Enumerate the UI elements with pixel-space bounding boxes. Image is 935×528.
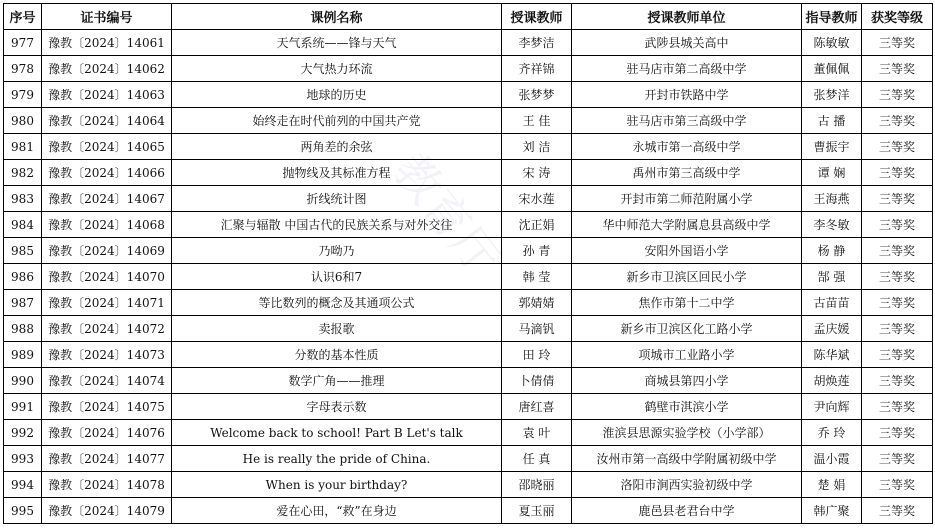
table-row [4,82,933,108]
award-table [3,3,933,524]
award-cell: 三等奖 [862,368,933,394]
certificate-cell: 豫教〔2024〕14076 [42,420,172,446]
header-cell: 授课教师 [502,4,572,30]
certificate-cell: 豫教〔2024〕14069 [42,238,172,264]
lesson-title-cell: 数学广角——推理 [172,368,502,394]
advisor-cell: 陈华斌 [802,342,862,368]
table-row [4,160,933,186]
advisor-cell: 古 播 [802,108,862,134]
teacher-cell: 韩 莹 [502,264,572,290]
award-cell: 三等奖 [862,108,933,134]
school-cell: 汝州市第一高级中学附属初级中学 [572,446,802,472]
advisor-cell: 李冬敏 [802,212,862,238]
header-cell: 课例名称 [172,4,502,30]
teacher-cell: 唐红喜 [502,394,572,420]
certificate-cell: 豫教〔2024〕14079 [42,498,172,524]
lesson-title-cell: 字母表示数 [172,394,502,420]
lesson-title-cell: Welcome back to school! Part B Let's talk [172,420,502,446]
serial-cell: 982 [4,160,42,186]
award-cell: 三等奖 [862,446,933,472]
table-row [4,108,933,134]
certificate-cell: 豫教〔2024〕14075 [42,394,172,420]
lesson-title-cell: 抛物线及其标准方程 [172,160,502,186]
lesson-title-cell: 地球的历史 [172,82,502,108]
table-row [4,368,933,394]
serial-cell: 994 [4,472,42,498]
certificate-cell: 豫教〔2024〕14072 [42,316,172,342]
advisor-cell: 古苗苗 [802,290,862,316]
school-cell: 开封市铁路中学 [572,82,802,108]
watermark: 教育厅 [382,143,511,286]
award-cell: 三等奖 [862,342,933,368]
table-row [4,316,933,342]
header-cell: 授课教师单位 [572,4,802,30]
certificate-cell: 豫教〔2024〕14068 [42,212,172,238]
advisor-cell: 张梦洋 [802,82,862,108]
serial-cell: 989 [4,342,42,368]
school-cell: 华中师范大学附属息县高级中学 [572,212,802,238]
serial-cell: 985 [4,238,42,264]
advisor-cell: 韩广聚 [802,498,862,524]
certificate-cell: 豫教〔2024〕14067 [42,186,172,212]
teacher-cell: 刘 洁 [502,134,572,160]
advisor-cell: 楚 娟 [802,472,862,498]
table-row [4,472,933,498]
advisor-cell: 曹振宇 [802,134,862,160]
school-cell: 项城市工业路小学 [572,342,802,368]
award-cell: 三等奖 [862,394,933,420]
certificate-cell: 豫教〔2024〕14077 [42,446,172,472]
award-cell: 三等奖 [862,498,933,524]
advisor-cell: 孟庆媛 [802,316,862,342]
lesson-title-cell: 认识6和7 [172,264,502,290]
advisor-cell: 温小霞 [802,446,862,472]
teacher-cell: 任 真 [502,446,572,472]
lesson-title-cell: 等比数列的概念及其通项公式 [172,290,502,316]
school-cell: 新乡市卫滨区回民小学 [572,264,802,290]
school-cell: 鹤壁市淇滨小学 [572,394,802,420]
table-row [4,342,933,368]
teacher-cell: 邵晓丽 [502,472,572,498]
certificate-cell: 豫教〔2024〕14062 [42,56,172,82]
serial-cell: 984 [4,212,42,238]
advisor-cell: 胡焕莲 [802,368,862,394]
lesson-title-cell: 折线统计图 [172,186,502,212]
school-cell: 永城市第一高级中学 [572,134,802,160]
school-cell: 驻马店市第三高级中学 [572,108,802,134]
teacher-cell: 马滴钒 [502,316,572,342]
header-cell: 指导教师 [802,4,862,30]
school-cell: 武陟县城关高中 [572,30,802,56]
serial-cell: 983 [4,186,42,212]
teacher-cell: 夏玉丽 [502,498,572,524]
advisor-cell: 陈敏敏 [802,30,862,56]
header-cell: 获奖等级 [862,4,933,30]
table-row [4,290,933,316]
certificate-cell: 豫教〔2024〕14061 [42,30,172,56]
serial-cell: 977 [4,30,42,56]
lesson-title-cell: 乃呦乃 [172,238,502,264]
school-cell: 禹州市第三高级中学 [572,160,802,186]
certificate-cell: 豫教〔2024〕14066 [42,160,172,186]
advisor-cell: 王海燕 [802,186,862,212]
table-row [4,420,933,446]
lesson-title-cell: 卖报歌 [172,316,502,342]
teacher-cell: 孙 青 [502,238,572,264]
advisor-cell: 尹向辉 [802,394,862,420]
award-cell: 三等奖 [862,134,933,160]
teacher-cell: 卜倩倩 [502,368,572,394]
award-cell: 三等奖 [862,212,933,238]
serial-cell: 988 [4,316,42,342]
advisor-cell: 郜 强 [802,264,862,290]
certificate-cell: 豫教〔2024〕14071 [42,290,172,316]
serial-cell: 991 [4,394,42,420]
certificate-cell: 豫教〔2024〕14074 [42,368,172,394]
award-cell: 三等奖 [862,290,933,316]
lesson-title-cell: 汇聚与辐散 中国古代的民族关系与对外交往 [172,212,502,238]
lesson-title-cell: 始终走在时代前列的中国共产党 [172,108,502,134]
teacher-cell: 郭婧婧 [502,290,572,316]
school-cell: 安阳外国语小学 [572,238,802,264]
school-cell: 驻马店市第二高级中学 [572,56,802,82]
lesson-title-cell: He is really the pride of China. [172,446,502,472]
teacher-cell: 王 佳 [502,108,572,134]
table-row [4,394,933,420]
school-cell: 焦作市第十二中学 [572,290,802,316]
serial-cell: 992 [4,420,42,446]
serial-cell: 986 [4,264,42,290]
serial-cell: 990 [4,368,42,394]
school-cell: 新乡市卫滨区化工路小学 [572,316,802,342]
award-cell: 三等奖 [862,186,933,212]
teacher-cell: 宋 涛 [502,160,572,186]
school-cell: 淮滨县思源实验学校（小学部） [572,420,802,446]
award-cell: 三等奖 [862,264,933,290]
teacher-cell: 李梦洁 [502,30,572,56]
advisor-cell: 谭 娴 [802,160,862,186]
serial-cell: 981 [4,134,42,160]
teacher-cell: 宋水莲 [502,186,572,212]
certificate-cell: 豫教〔2024〕14064 [42,108,172,134]
certificate-cell: 豫教〔2024〕14073 [42,342,172,368]
lesson-title-cell: 爱在心田，“救”在身边 [172,498,502,524]
school-cell: 开封市第二师范附属小学 [572,186,802,212]
table-body [4,30,933,524]
advisor-cell: 董佩佩 [802,56,862,82]
lesson-title-cell: When is your birthday? [172,472,502,498]
advisor-cell: 乔 玲 [802,420,862,446]
award-cell: 三等奖 [862,82,933,108]
award-cell: 三等奖 [862,56,933,82]
header-cell: 证书编号 [42,4,172,30]
table-row [4,264,933,290]
table-row [4,238,933,264]
certificate-cell: 豫教〔2024〕14065 [42,134,172,160]
table-row [4,498,933,524]
table-row [4,134,933,160]
table-row [4,56,933,82]
serial-cell: 979 [4,82,42,108]
lesson-title-cell: 两角差的余弦 [172,134,502,160]
serial-cell: 987 [4,290,42,316]
certificate-cell: 豫教〔2024〕14078 [42,472,172,498]
teacher-cell: 张梦梦 [502,82,572,108]
lesson-title-cell: 天气系统——锋与天气 [172,30,502,56]
award-cell: 三等奖 [862,30,933,56]
school-cell: 洛阳市涧西实验初级中学 [572,472,802,498]
table-row [4,212,933,238]
teacher-cell: 田 玲 [502,342,572,368]
serial-cell: 980 [4,108,42,134]
lesson-title-cell: 分数的基本性质 [172,342,502,368]
certificate-cell: 豫教〔2024〕14070 [42,264,172,290]
award-cell: 三等奖 [862,160,933,186]
lesson-title-cell: 大气热力环流 [172,56,502,82]
certificate-cell: 豫教〔2024〕14063 [42,82,172,108]
header-cell: 序号 [4,4,42,30]
teacher-cell: 齐祥锦 [502,56,572,82]
school-cell: 鹿邑县老君台中学 [572,498,802,524]
table-row [4,186,933,212]
award-cell: 三等奖 [862,420,933,446]
advisor-cell: 杨 静 [802,238,862,264]
award-cell: 三等奖 [862,238,933,264]
teacher-cell: 沈正娟 [502,212,572,238]
serial-cell: 978 [4,56,42,82]
award-cell: 三等奖 [862,316,933,342]
serial-cell: 993 [4,446,42,472]
school-cell: 商城县第四小学 [572,368,802,394]
serial-cell: 995 [4,498,42,524]
award-cell: 三等奖 [862,472,933,498]
table-header [4,4,933,30]
teacher-cell: 袁 叶 [502,420,572,446]
table-row [4,30,933,56]
table-row [4,446,933,472]
